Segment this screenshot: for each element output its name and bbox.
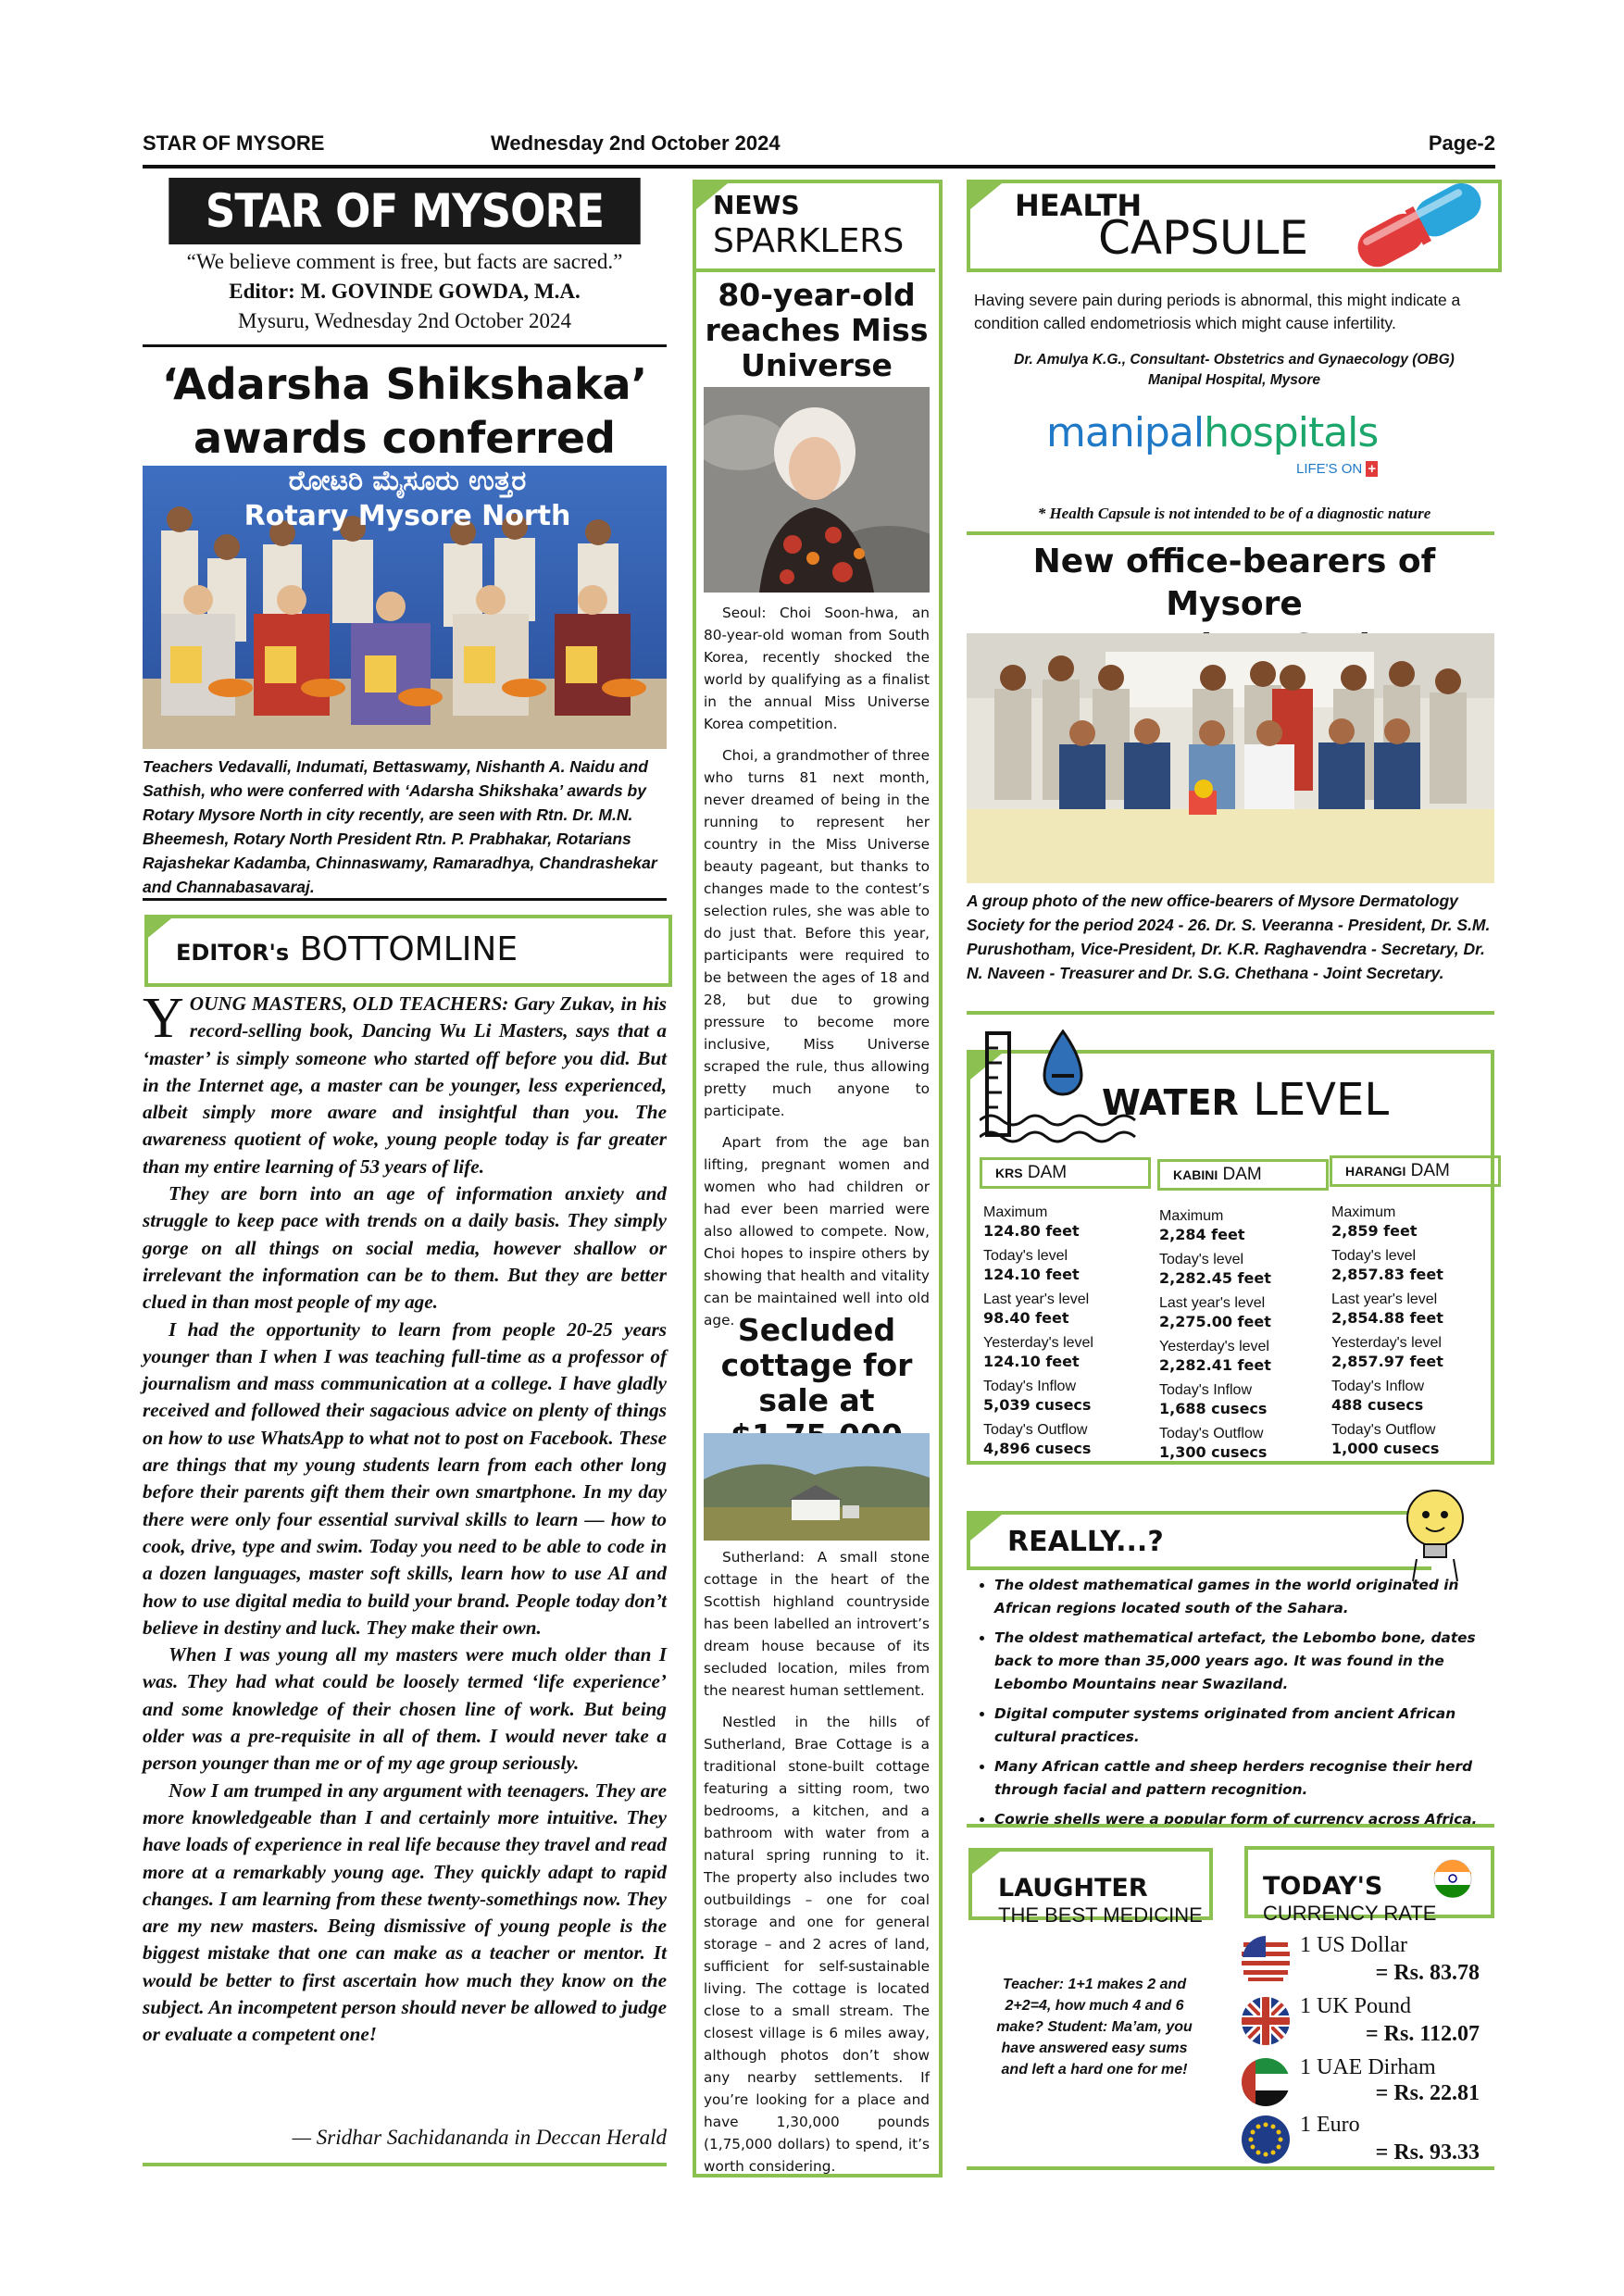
label: Today's Outflow [1159, 1426, 1264, 1441]
dermatology-group-photo [967, 633, 1494, 883]
paragraph: Now I am trumped in any argument with teenagers. They are more knowledgeable than I and certainly more intuitive. They have loads of experience in real life because they travel and read more at a remarkably young age. They quickly adapt to rapid changes. I am learning from these twenty-somethings now. They are my new masters. Being dismissive of young people is the biggest mistake that one can make as a teacher or mentor. It would be better to first ascertain how much they know on the subject. An incompetent person should never be allowed to judge or evaluate a competent one! [143, 1778, 667, 2046]
dam-header-krs [980, 1157, 1151, 1189]
rate-row [1241, 2055, 1493, 2113]
value: 4,896 cusecs [983, 1440, 1092, 1457]
paragraph: When I was young all my masters were much older than I was. They had what could be loosely termed ‘life experience’ and some knowledge of their chosen line of work. But being older was a pre-requisite in all of them. I would never take a person younger than me or of my age group seriously. [143, 1643, 667, 1775]
dam-word: DAM [1222, 1165, 1262, 1184]
currency-title: TODAY'S [1263, 1872, 1383, 1901]
list-item: • Digital computer systems originated from ancient African cultural practices. [994, 1703, 1515, 1749]
really-list [974, 1574, 1515, 1838]
header-date: Wednesday 2nd October 2024 [491, 131, 781, 155]
paragraph: Seoul: Choi Soon-hwa, an 80-year-old woman from South Korea, recently shocked the world by qualifying as a finalist in the annual Miss Universe Korea competition. [704, 605, 930, 732]
value: 488 cusecs [1331, 1396, 1424, 1414]
story2-headline: Secluded cottage for sale at [720, 1312, 913, 1418]
label: Today's Outflow [1331, 1422, 1436, 1438]
tagline-text: LIFE'S ON [1296, 461, 1363, 477]
divider [143, 898, 667, 901]
label: Today's Inflow [983, 1379, 1076, 1394]
paragraph: Sutherland: A small stone cottage in the heart of the Scottish highland countryside has been labelled an introvert’s dream house because of its secluded location, miles from the nearest human settlement. [704, 1549, 930, 1699]
label: Yesterday's level [1159, 1339, 1269, 1354]
corner-tab-icon [144, 915, 178, 942]
masthead-dateline: Mysuru, Wednesday 2nd October 2024 [238, 309, 571, 332]
water-level-label [1102, 1074, 1389, 1126]
manipal-hospitals-logo [1046, 409, 1417, 456]
paragraph: I had the opportunity to learn from people 20-25 years younger than I when I was teaching full-time as a professor of journalism and mass communication at a college. I have gladly received and followed their sagacious advice on plenty of things on how to use WhatsApp to what not to post on Facebook. These are things that my young students learn from each other long before their parents gift them their own smartphone. In my day there were only four essential survival skills to learn — how to cook, drive, type and swim. Today you need to be able to code in a dozen languages, master soft skills, learn how to use AI and how to use digital media to build your brand. People today don’t believe in destiny and luck. They make their own. [143, 1317, 667, 1639]
laughter-title: LAUGHTER [998, 1874, 1148, 1903]
dam-name: KABINI [1173, 1167, 1218, 1182]
divider [143, 2163, 667, 2166]
label: Today's level [1159, 1252, 1244, 1267]
header-page-number: Page-2 [1428, 131, 1495, 155]
health-capsule-label-bold: HEALTH [1015, 188, 1143, 223]
currency-value: = Rs. 112.07 [1365, 2022, 1480, 2046]
drop-cap: Y [143, 987, 184, 1050]
masthead-motto: “We believe comment is free, but facts are sacred.” [186, 250, 623, 273]
doctor-name: Dr. Amulya K.G., Consultant- Obstetrics and Gynaecology (OBG) [1014, 352, 1455, 368]
lightbulb-icon [1398, 1485, 1472, 1587]
value: 2,282.41 feet [1159, 1356, 1271, 1374]
dermatology-caption: A group photo of the new office-bearers of Mysore Dermatology Society for the period 2024 - 26. Dr. S. Veeranna - President, Dr. S.M. Purushotham, Vice-President, Dr. K.R. Raghavendra - Secretary, Dr. N. Naveen - Treasurer and Dr. S.G. Chethana - Joint Secretary. [967, 892, 1491, 982]
awards-headline [143, 357, 667, 465]
really-title: REALLY...? [1007, 1526, 1164, 1558]
paragraph: They are born into an age of information anxiety and struggle to keep pace with trends on a daily basis. They simply gorge on all things on social media, however shallow or irrelevant the information can be to them. But they are better clued in than most people of my age. [143, 1182, 667, 1314]
logo-word-1: manipal [1046, 409, 1205, 456]
editors-label-light: BOTTOMLINE [299, 930, 518, 968]
dam-name: HARANGI [1345, 1164, 1406, 1179]
dermatology-headline-line1: New office-bearers of Mysore [1032, 543, 1436, 623]
logo-word-2: hospitals [1204, 409, 1379, 456]
awards-caption: Teachers Vedavalli, Indumati, Bettaswamy, Nishanth A. Naidu and Sathish, who were conferred with ‘Adarsha Shikshaka’ awards by Rotary Mysore North in city recently, are seen with Rtn. Dr. M.N. Bheemesh, Rotary North President Rtn. P. Prabhakar, Rotarians Rajashekar Kadamba, Chinnaswamy, Ramaradhya, Chandrashekar and Channabasavaraj. [143, 757, 657, 896]
divider [696, 268, 935, 272]
water-label-bold: WATER [1102, 1082, 1239, 1123]
divider [967, 1511, 1428, 1515]
awards-headline-line2: awards conferred [194, 413, 616, 463]
currency-rates [1241, 1933, 1493, 2170]
dam-data-kabini [1159, 1207, 1326, 1468]
label: Last year's level [1331, 1292, 1438, 1307]
masthead-title: STAR OF MYSORE [169, 178, 640, 244]
list-item: • Cowrie shells were a popular form of currency across Africa. [994, 1808, 1515, 1831]
dam-word: DAM [1027, 1163, 1068, 1182]
capsule-pill-icon [1343, 178, 1496, 270]
corner-tab-icon [970, 183, 1004, 211]
label: Today's Inflow [1159, 1382, 1252, 1398]
label: Yesterday's level [983, 1335, 1093, 1351]
story1-headline: 80-year-old reaches Miss Universe [705, 277, 929, 383]
india-flag-icon [1433, 1859, 1472, 1898]
news-sparklers-label-bold: NEWS [713, 190, 800, 220]
label: Maximum [1159, 1208, 1224, 1224]
editors-bottomline-body [143, 987, 667, 2049]
value: 2,284 feet [1159, 1226, 1245, 1243]
divider [967, 531, 1494, 535]
currency-name: 1 UAE Dirham [1300, 2055, 1436, 2079]
paragraph: Choi, a grandmother of three who turns 81 next month, never dreamed of being in the running to represent her country in the Miss Universe beauty pageant, but thanks to changes made to the contest’s selection rules, she was able to do just that. Before this year, participants were required to be between the ages of 18 and 28, but due to growing pressure to become more inclusive, Miss Universe scraped the rule, thus allowing pretty much anyone to participate. [704, 747, 930, 1119]
value: 2,859 feet [1331, 1222, 1418, 1240]
health-capsule-note: * Health Capsule is not intended to be of a diagnostic nature [1037, 505, 1431, 522]
divider [967, 2166, 1494, 2170]
manipal-tagline [1296, 461, 1378, 477]
paragraph: Nestled in the hills of Sutherland, Brae Cottage is a traditional stone-built cottage featuring a sitting room, two bedrooms, a kitchen, and a bathroom with water from a natural spring running to it. The property also includes two outbuildings – one for coal storage and one for general storage – and 2 acres of land, sufficient for self-sustainable living. The cottage is located close to a small stream. The closest village is 6 miles away, although photos don’t show any nearby settlements. If you’re looking for a place and have 1,30,000 pounds (1,75,000 dollars) to spend, it’s worth considering. [704, 1714, 930, 2175]
value: 98.40 feet [983, 1309, 1069, 1327]
header-paper-name: STAR OF MYSORE [143, 131, 325, 155]
dam-data-harangi [1331, 1204, 1498, 1465]
rate-row [1241, 1994, 1493, 2055]
doctor-hospital: Manipal Hospital, Mysore [1147, 372, 1321, 388]
label: Today's Inflow [1331, 1379, 1424, 1394]
value: 2,275.00 feet [1159, 1313, 1271, 1330]
value: 2,857.97 feet [1331, 1353, 1443, 1370]
story1-body [704, 602, 930, 1341]
currency-value: = Rs. 93.33 [1375, 2140, 1480, 2165]
health-capsule-text: Having severe pain during periods is abnormal, this might indicate a condition called endometriosis which might cause infertility. [974, 291, 1461, 332]
value: 124.80 feet [983, 1222, 1080, 1240]
currency-value: = Rs. 22.81 [1375, 2081, 1480, 2105]
value: 1,000 cusecs [1331, 1440, 1440, 1457]
awards-banner-english: Rotary Mysore North [244, 500, 571, 532]
paragraph: Apart from the age ban lifting, pregnant women and women who had children or had ever been married were also allowed to compete. Now, Choi hopes to inspire others by showing that health and vitality can be maintained well into old age. [704, 1134, 930, 1329]
value: 2,854.88 feet [1331, 1309, 1443, 1327]
page-header [143, 128, 1495, 168]
divider [967, 1824, 1494, 1828]
laughter-joke: Teacher: 1+1 makes 2 and 2+2=4, how much 4 and 6 make? Student: Ma’am, you have answered easy sums and left a hard one for me! [996, 1977, 1193, 2078]
editors-label-bold: EDITOR's [176, 940, 290, 966]
list-item: • The oldest mathematical artefact, the Lebombo bone, dates back to more than 35,000 years ago. It was found in the Lebombo Mountains near Swaziland. [994, 1627, 1515, 1696]
rate-row [1241, 2113, 1493, 2170]
divider [967, 1011, 1494, 1015]
currency-name: 1 Euro [1300, 2113, 1360, 2137]
currency-value: = Rs. 83.78 [1375, 1961, 1480, 1985]
label: Last year's level [1159, 1295, 1266, 1311]
list-item: • The oldest mathematical games in the world originated in African regions located south of the Sahara. [994, 1574, 1515, 1620]
rate-row [1241, 1933, 1493, 1994]
corner-tab-icon [970, 1515, 1004, 1542]
paragraph [143, 987, 667, 1180]
laughter-subtitle: THE BEST MEDICINE [998, 1903, 1203, 1927]
value: 124.10 feet [983, 1266, 1080, 1283]
divider [143, 344, 667, 347]
label: Last year's level [983, 1292, 1090, 1307]
currency-name: 1 UK Pound [1300, 1994, 1412, 2018]
cottage-photo [704, 1433, 930, 1541]
dam-header-kabini [1157, 1159, 1329, 1191]
currency-subtitle: CURRENCY RATE [1263, 1902, 1437, 1925]
paragraph-text: OUNG MASTERS, OLD TEACHERS: Gary Zukav, in his record-selling book, Dancing Wu Li Masters, says that a ‘master’ is simply someone who started off before you did. But in the Internet age, a master can be younger, less experienced, albeit simply more aware and insightful than you. The awareness quotient of woke, young people today is far greater than my entire learning of 53 years of life. [143, 992, 667, 1178]
plus-icon: + [1368, 461, 1377, 477]
editors-bottomline-label [176, 930, 518, 968]
label: Maximum [1331, 1204, 1396, 1220]
value: 1,688 cusecs [1159, 1400, 1268, 1417]
health-capsule-label-light: CAPSULE [1098, 211, 1309, 265]
currency-name: 1 US Dollar [1300, 1933, 1407, 1957]
dam-word: DAM [1410, 1161, 1450, 1180]
water-label-light: LEVEL [1253, 1074, 1390, 1126]
story2-body [704, 1546, 930, 2187]
value: 5,039 cusecs [983, 1396, 1092, 1414]
label: Today's level [983, 1248, 1068, 1264]
health-capsule-doctor [974, 350, 1494, 391]
value: 2,857.83 feet [1331, 1266, 1443, 1283]
value: 1,300 cusecs [1159, 1443, 1268, 1461]
dam-data-krs [983, 1204, 1150, 1465]
awards-banner-kannada: ರೋಟರಿ ಮೈಸೂರು ಉತ್ತರ [288, 465, 527, 497]
masthead-editor: Editor: M. GOVINDE GOWDA, M.A. [229, 280, 581, 303]
value: 124.10 feet [983, 1353, 1080, 1370]
dam-name: KRS [995, 1166, 1023, 1180]
list-item: • Many African cattle and sheep herders recognise their herd through facial and pattern recognition. [994, 1755, 1515, 1802]
label: Maximum [983, 1204, 1048, 1220]
dam-header-harangi [1330, 1155, 1501, 1187]
label: Today's Outflow [983, 1422, 1088, 1438]
news-sparklers-label-light: SPARKLERS [713, 222, 905, 260]
awards-headline-line1: ‘Adarsha Shikshaka’ [161, 359, 648, 409]
label: Today's level [1331, 1248, 1417, 1264]
miss-universe-photo [704, 387, 930, 593]
value: 2,282.45 feet [1159, 1269, 1271, 1287]
label: Yesterday's level [1331, 1335, 1442, 1351]
corner-tab-icon [972, 1852, 1002, 1876]
editors-byline: — Sridhar Sachidananda in Deccan Herald [292, 2126, 667, 2149]
